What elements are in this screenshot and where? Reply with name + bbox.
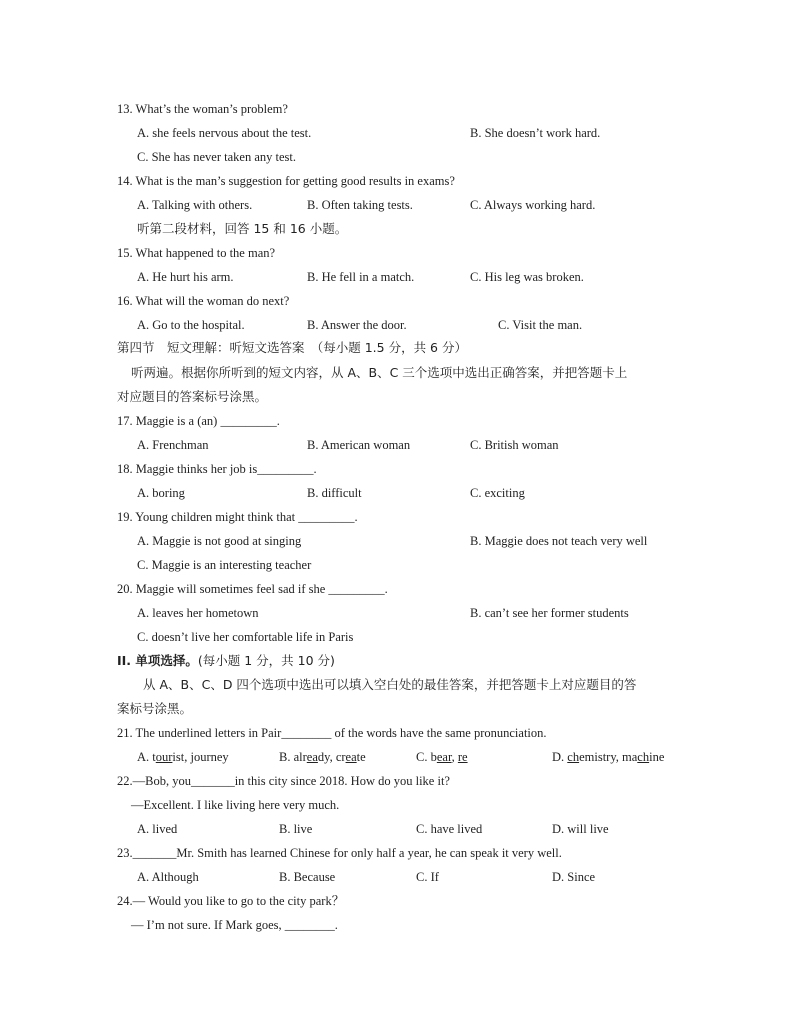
question-21-stem: 21. The underlined letters in Pair________ of the words have the same pronunciation.	[117, 726, 547, 740]
question-16-option-b: B. Answer the door.	[307, 318, 407, 332]
part-ii-label: II. 单项选择。	[117, 653, 198, 668]
question-19-stem: 19. Young children might think that _________.	[117, 510, 358, 524]
question-23-option-b: B. Because	[279, 870, 336, 884]
question-15-option-a: A. He hurt his arm.	[137, 270, 234, 284]
underlined-letters: our	[155, 750, 173, 764]
question-23-option-c: C. If	[416, 870, 439, 884]
question-16-option-a: A. Go to the hospital.	[137, 318, 245, 332]
question-19-option-a: A. Maggie is not good at singing	[137, 534, 302, 548]
underlined-letters: ch	[567, 750, 580, 764]
question-20-option-b: B. can’t see her former students	[470, 606, 629, 620]
question-23-option-d: D. Since	[552, 870, 596, 884]
option-text: emistry, ma	[579, 750, 638, 764]
question-14-option-a: A. Talking with others.	[137, 198, 253, 212]
question-22-option-b: B. live	[279, 822, 313, 836]
question-24-stem: 24.— Would you like to go to the city park？	[117, 894, 345, 908]
part-ii-heading	[117, 653, 335, 669]
question-20-stem: 20. Maggie will sometimes feel sad if she _________.	[117, 582, 388, 596]
question-13-stem: 13. What’s the woman’s problem?	[117, 102, 288, 116]
question-21-option-d	[552, 749, 664, 765]
question-13-option-a: A. she feels nervous about the test.	[137, 126, 312, 140]
question-17-option-a: A. Frenchman	[137, 438, 209, 452]
question-13-option-b: B. She doesn’t work hard.	[470, 126, 601, 140]
option-text: ine	[649, 750, 665, 764]
question-18-option-b: B. difficult	[307, 486, 362, 500]
question-22-option-c: C. have lived	[416, 822, 483, 836]
option-text: A. t	[137, 750, 156, 764]
underlined-letters: ea	[306, 750, 318, 764]
underlined-letters: ea	[345, 750, 357, 764]
section-4-instruction-line-1: 听两遍。根据你所听到的短文内容，从 A、B、C 三个选项中选出正确答案，并把答题卡上	[131, 365, 628, 380]
question-17-option-c: C. British woman	[470, 438, 559, 452]
section-4-title: 第四节 短文理解：听短文选答案 （每小题 1.5 分，共 6 分）	[117, 340, 467, 355]
part-ii-instruction-line-1: 从 A、B、C、D 四个选项中选出可以填入空白处的最佳答案，并把答题卡上对应题目的答	[143, 677, 637, 692]
question-16-stem: 16. What will the woman do next?	[117, 294, 290, 308]
option-text: ,	[451, 750, 458, 764]
option-text: ist, journey	[172, 750, 229, 764]
option-text: C. b	[416, 750, 437, 764]
question-14-option-c: C. Always working hard.	[470, 198, 596, 212]
question-21-option-a	[137, 749, 229, 765]
question-22-reply: —Excellent. I like living here very much.	[131, 798, 340, 812]
question-23-option-a: A. Although	[137, 870, 199, 884]
question-19-option-b: B. Maggie does not teach very well	[470, 534, 648, 548]
question-18-option-a: A. boring	[137, 486, 185, 500]
part-ii-instruction-line-2: 案标号涂黑。	[117, 701, 193, 716]
underlined-letters: ch	[637, 750, 650, 764]
question-14-stem: 14. What is the man’s suggestion for getting good results in exams?	[117, 174, 455, 188]
question-19-option-c: C. Maggie is an interesting teacher	[137, 558, 312, 572]
question-13-option-c: C. She has never taken any test.	[137, 150, 296, 164]
section-4-instruction-line-2: 对应题目的答案标号涂黑。	[117, 389, 268, 404]
question-22-stem: 22.—Bob, you_______in this city since 2018. How do you like it?	[117, 774, 450, 788]
question-20-option-a: A. leaves her hometown	[137, 606, 259, 620]
option-text: dy, cr	[317, 750, 346, 764]
question-16-option-c: C. Visit the man.	[498, 318, 583, 332]
question-24-reply: — I’m not sure. If Mark goes, ________.	[131, 918, 338, 932]
option-text: D.	[552, 750, 568, 764]
question-15-option-b: B. He fell in a match.	[307, 270, 415, 284]
question-18-stem: 18. Maggie thinks her job is_________.	[117, 462, 317, 476]
question-21-option-b	[279, 749, 366, 765]
option-text: te	[356, 750, 366, 764]
question-17-stem: 17. Maggie is a (an) _________.	[117, 414, 280, 428]
question-22-option-a: A. lived	[137, 822, 178, 836]
question-21-option-c	[416, 749, 468, 765]
question-20-option-c: C. doesn’t live her comfortable life in Paris	[137, 630, 354, 644]
question-14-option-b: B. Often taking tests.	[307, 198, 413, 212]
question-18-option-c: C. exciting	[470, 486, 525, 500]
question-15-stem: 15. What happened to the man?	[117, 246, 276, 260]
underlined-letters: ear	[436, 750, 452, 764]
part-ii-score: (每小题 1 分，共 10 分)	[197, 653, 335, 668]
option-text: B. alr	[279, 750, 307, 764]
part-2-instruction: 听第二段材料，回答 15 和 16 小题。	[137, 221, 348, 236]
underlined-letters: re	[457, 750, 468, 764]
question-17-option-b: B. American woman	[307, 438, 411, 452]
question-22-option-d: D. will live	[552, 822, 609, 836]
question-23-stem: 23._______Mr. Smith has learned Chinese for only half a year, he can speak it very well.	[117, 846, 562, 860]
question-15-option-c: C. His leg was broken.	[470, 270, 584, 284]
